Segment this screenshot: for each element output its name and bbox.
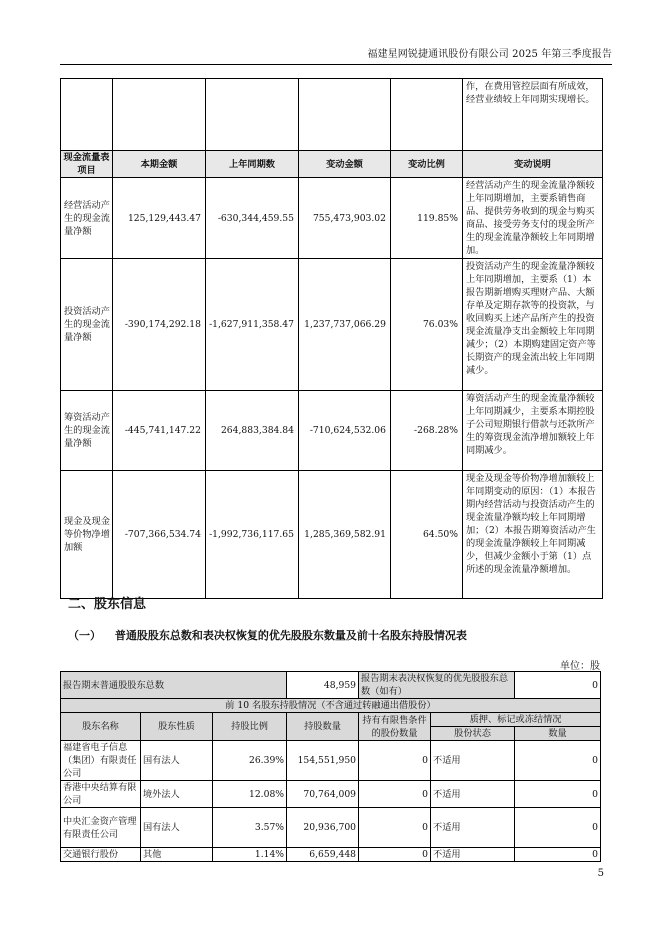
table-row: [61, 848, 601, 862]
holder-nature: 境外法人: [141, 781, 213, 808]
cf-current: 125,129,443.47: [113, 178, 206, 259]
table-row: [61, 178, 603, 259]
holder-status: 不适用: [431, 781, 515, 808]
holder-count: 0: [515, 808, 601, 848]
col-header: 本期金额: [113, 151, 206, 178]
col-header: 变动金额: [299, 151, 391, 178]
subsection-number: （一）: [68, 629, 101, 642]
holder-qty: 6,659,448: [287, 848, 359, 862]
col-header: 上年同期数: [206, 151, 299, 178]
page-number: 5: [597, 868, 604, 879]
col-header: 持股数量: [287, 713, 359, 741]
pref-holders-label: 报告期末表决权恢复的优先股股东总数（如有）: [359, 672, 515, 699]
top10-title: 前 10 名股东持股情况（不含通过转融通出借股份）: [61, 699, 601, 713]
cf-prior: -1,992,736,117.65: [206, 471, 299, 599]
holder-ratio: 1.14%: [213, 848, 287, 862]
holder-restricted: 0: [359, 848, 431, 862]
section-title-shareholders: 二、股东信息: [68, 597, 147, 612]
cf-change: 1,285,369,582.91: [299, 471, 391, 599]
col-header: 持股比例: [213, 713, 287, 741]
col-header: 股东名称: [61, 713, 141, 741]
holder-name: 中央汇金资产管理有限责任公司: [61, 808, 141, 848]
table-row: [61, 79, 603, 151]
cf-note: 投资活动产生的现金流量净额较上年同期增加，主要系（1）本报告期新增购买理财产品、大额存单及定期存款等的投资款，与收回购买上述产品所产生的投资现金流量净支出金额较上年同期减少；（2）本期购建固定资产等长期资产的现金流出较上年同期减少。: [463, 259, 603, 391]
holder-nature: 国有法人: [141, 808, 213, 848]
table-row: [61, 471, 603, 599]
holder-status: 不适用: [431, 808, 515, 848]
cf-prior: 264,883,384.84: [206, 391, 299, 471]
subsection-text: 普通股股东总数和表决权恢复的优先股股东数量及前十名股东持股情况表: [114, 629, 467, 642]
cf-prior: -1,627,911,358.47: [206, 259, 299, 391]
cf-current: -707,366,534.74: [113, 471, 206, 599]
table-row: [61, 672, 601, 699]
holder-count: 0: [515, 741, 601, 781]
table-header-row: [61, 151, 603, 178]
cf-current: -445,741,147.22: [113, 391, 206, 471]
table-row: [61, 781, 601, 808]
cf-note: 现金及现金等价物净增加额较上年同期变动的原因：（1）本报告期内经营活动与投资活动产生的现金流量净额均较上年同期增加；（2）本报告期筹资活动产生的现金流量净额较上年同期减少，但减少金额小于第（1）点所述的现金流量净额增加。: [463, 471, 603, 599]
holder-count: 0: [515, 781, 601, 808]
table-row: [61, 808, 601, 848]
holder-restricted: 0: [359, 808, 431, 848]
shareholders-table: [60, 671, 601, 862]
cf-item: 现金及现金等价物净增加额: [61, 471, 113, 599]
table-row: [61, 741, 601, 781]
cf-prior: -630,344,459.55: [206, 178, 299, 259]
table-row: [61, 391, 603, 471]
col-header: 股份状态: [431, 727, 515, 741]
holder-status: 不适用: [431, 848, 515, 862]
cf-item: 投资活动产生的现金流量净额: [61, 259, 113, 391]
header-divider: [60, 64, 612, 65]
col-header: 股东性质: [141, 713, 213, 741]
holder-ratio: 3.57%: [213, 808, 287, 848]
holder-name: 交通银行股份: [61, 848, 141, 862]
table-row: [61, 699, 601, 713]
col-header: 变动比例: [391, 151, 463, 178]
col-header: 现金流量表项目: [61, 151, 113, 178]
holder-name: 福建省电子信息（集团）有限责任公司: [61, 741, 141, 781]
holder-count: 0: [515, 848, 601, 862]
subsection-title: [68, 627, 467, 643]
holder-status: 不适用: [431, 741, 515, 781]
total-holders-label: 报告期末普通股股东总数: [61, 672, 287, 699]
cf-current: -390,174,292.18: [113, 259, 206, 391]
holder-ratio: 12.08%: [213, 781, 287, 808]
holder-restricted: 0: [359, 741, 431, 781]
report-header-title: 福建星网锐捷通讯股份有限公司 2025 年第三季度报告: [367, 49, 612, 60]
total-holders-value: 48,959: [287, 672, 359, 699]
cf-item: 经营活动产生的现金流量净额: [61, 178, 113, 259]
holder-qty: 20,936,700: [287, 808, 359, 848]
cf-note: 经营活动产生的现金流量净额较上年同期增加，主要系销售商品、提供劳务收到的现金与购买商品、接受劳务支付的现金所产生的现金流量净额较上年同期增加。: [463, 178, 603, 259]
cf-change: -710,624,532.06: [299, 391, 391, 471]
holder-nature: 国有法人: [141, 741, 213, 781]
pref-holders-value: 0: [515, 672, 601, 699]
prev-row-note: 作，在费用管控层面有所成效，经营业绩较上年同期实现增长。: [463, 79, 603, 151]
col-header: 持有有限售条件的股份数量: [359, 713, 431, 741]
cf-note: 筹资活动产生的现金流量净额较上年同期减少，主要系本期控股子公司短期银行借款与还款所产生的筹资现金流净增加额较上年同期减少。: [463, 391, 603, 471]
col-header: 质押、标记或冻结情况: [431, 713, 601, 727]
holder-qty: 70,764,009: [287, 781, 359, 808]
unit-label: 单位：股: [560, 661, 600, 672]
cf-item: 筹资活动产生的现金流量净额: [61, 391, 113, 471]
cf-ratio: 76.03%: [391, 259, 463, 391]
holder-restricted: 0: [359, 781, 431, 808]
holder-name: 香港中央结算有限公司: [61, 781, 141, 808]
cf-change: 755,473,903.02: [299, 178, 391, 259]
cf-ratio: 119.85%: [391, 178, 463, 259]
cashflow-table: [60, 78, 603, 599]
table-row: [61, 259, 603, 391]
table-header-row: [61, 713, 601, 727]
cf-ratio: -268.28%: [391, 391, 463, 471]
holder-nature: 其他: [141, 848, 213, 862]
cf-change: 1,237,737,066.29: [299, 259, 391, 391]
cf-ratio: 64.50%: [391, 471, 463, 599]
holder-ratio: 26.39%: [213, 741, 287, 781]
col-header: 数量: [515, 727, 601, 741]
col-header: 变动说明: [463, 151, 603, 178]
holder-qty: 154,551,950: [287, 741, 359, 781]
